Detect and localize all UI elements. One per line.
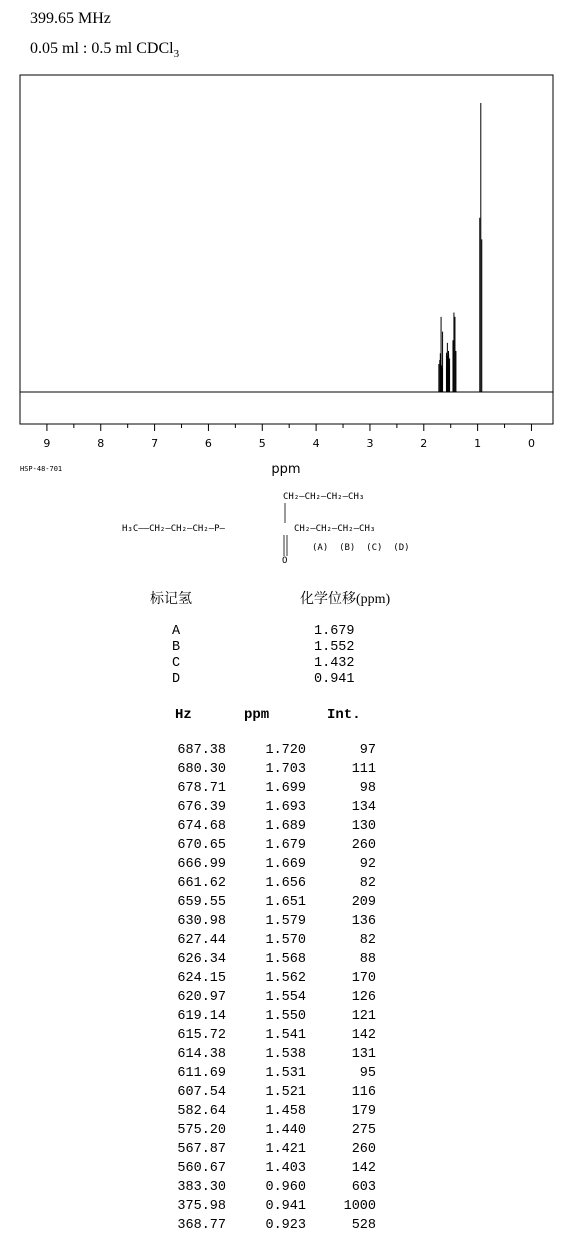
structure-bonds	[0, 0, 570, 580]
x-tick-label: 9	[43, 437, 51, 450]
spectrometer-frequency: 399.65 MHz	[30, 10, 111, 27]
peak-hz: 582.64	[177, 1104, 226, 1119]
peak-hz: 611.69	[177, 1066, 226, 1081]
shift-row-label: A	[172, 624, 181, 639]
peak-row	[0, 1123, 570, 1142]
shift-row-value: 1.679	[314, 624, 355, 639]
peak-row	[0, 1218, 570, 1237]
peak-row	[0, 1028, 570, 1047]
peak-int: 179	[351, 1104, 376, 1119]
peak-ppm: 1.693	[265, 800, 306, 815]
peak-ppm: 1.440	[265, 1123, 306, 1138]
peak-int: 142	[351, 1028, 376, 1043]
peak-row	[0, 743, 570, 762]
peak-hz: 659.55	[177, 895, 226, 910]
peak-row	[0, 933, 570, 952]
peak-int: 92	[359, 857, 376, 872]
peak-hz: 567.87	[177, 1142, 226, 1157]
peak-row	[0, 876, 570, 895]
peak-hz: 607.54	[177, 1085, 226, 1100]
peak-hz: 661.62	[177, 876, 226, 891]
peak-int: 209	[351, 895, 376, 910]
peak-row	[0, 1104, 570, 1123]
peak-row	[0, 762, 570, 781]
shift-row-value: 1.432	[314, 656, 355, 671]
solvent-text: 0.05 ml : 0.5 ml CDCl	[30, 40, 174, 57]
peak-hz: 383.30	[177, 1180, 226, 1195]
peak-hz: 620.97	[177, 990, 226, 1005]
peak-row	[0, 1047, 570, 1066]
x-tick-label: 7	[151, 437, 159, 450]
peak-hz: 670.65	[177, 838, 226, 853]
peak-row	[0, 914, 570, 933]
peak-int: 126	[351, 990, 376, 1005]
peak-ppm: 1.720	[265, 743, 306, 758]
peak-int: 260	[351, 1142, 376, 1157]
header-hz: Hz	[175, 707, 192, 723]
peak-int: 130	[351, 819, 376, 834]
peak-hz: 627.44	[177, 933, 226, 948]
shift-header: 化学位移(ppm)	[300, 592, 391, 607]
peak-table-header	[0, 707, 570, 725]
peak-int: 97	[359, 743, 376, 758]
shift-row-label: D	[172, 672, 181, 687]
x-tick-label: 0	[527, 437, 535, 450]
catalog-code: HSP-48-701	[20, 465, 63, 473]
peak-int: 136	[351, 914, 376, 929]
peak-int: 82	[359, 933, 376, 948]
peak-row	[0, 1180, 570, 1199]
peak-hz: 375.98	[177, 1199, 226, 1214]
peak-ppm: 1.679	[265, 838, 306, 853]
structure-main-left: H₃C——CH₂—CH₂—CH₂—P—	[122, 524, 225, 534]
structure-oxygen: O	[282, 556, 288, 566]
shift-row	[0, 640, 570, 655]
peak-int: 82	[359, 876, 376, 891]
peak-ppm: 1.562	[265, 971, 306, 986]
peak-int: 95	[359, 1066, 376, 1081]
peak-ppm: 1.538	[265, 1047, 306, 1062]
peak-int: 1000	[343, 1199, 376, 1214]
peak-ppm: 1.656	[265, 876, 306, 891]
header-int: Int.	[327, 707, 361, 723]
peak-ppm: 0.923	[265, 1218, 306, 1233]
label-header: 标记氢	[150, 592, 192, 607]
peak-hz: 619.14	[177, 1009, 226, 1024]
peak-row	[0, 1085, 570, 1104]
peak-ppm: 1.521	[265, 1085, 306, 1100]
peak-ppm: 1.550	[265, 1009, 306, 1024]
peak-hz: 674.68	[177, 819, 226, 834]
peak-hz: 666.99	[177, 857, 226, 872]
shift-row	[0, 656, 570, 671]
peak-ppm: 1.669	[265, 857, 306, 872]
peak-ppm: 1.541	[265, 1028, 306, 1043]
peak-hz: 676.39	[177, 800, 226, 815]
peak-hz: 630.98	[177, 914, 226, 929]
peak-ppm: 0.960	[265, 1180, 306, 1195]
peak-row	[0, 1066, 570, 1085]
peak-int: 88	[359, 952, 376, 967]
peak-int: 603	[351, 1180, 376, 1195]
peak-hz: 614.38	[177, 1047, 226, 1062]
peak-int: 134	[351, 800, 376, 815]
peak-ppm: 1.699	[265, 781, 306, 796]
shift-row-value: 1.552	[314, 640, 355, 655]
peak-row	[0, 838, 570, 857]
structure-labels: (A) (B) (C) (D)	[312, 543, 410, 553]
peak-int: 131	[351, 1047, 376, 1062]
shift-row-value: 0.941	[314, 672, 355, 687]
header-ppm: ppm	[244, 707, 270, 723]
x-tick-label: 5	[258, 437, 266, 450]
shift-row-label: C	[172, 656, 181, 671]
x-tick-label: 6	[204, 437, 212, 450]
structure-top-chain: CH₂—CH₂—CH₂—CH₃	[283, 492, 365, 502]
peak-int: 275	[351, 1123, 376, 1138]
structure-main-right: CH₂—CH₂—CH₂—CH₃	[294, 524, 376, 534]
peak-hz: 678.71	[177, 781, 226, 796]
peak-hz: 626.34	[177, 952, 226, 967]
x-tick-label: 8	[97, 437, 105, 450]
peak-row	[0, 1009, 570, 1028]
peak-ppm: 1.651	[265, 895, 306, 910]
peak-int: 116	[351, 1085, 376, 1100]
peak-row	[0, 895, 570, 914]
peak-row	[0, 819, 570, 838]
peak-row	[0, 971, 570, 990]
peak-row	[0, 781, 570, 800]
peak-hz: 575.20	[177, 1123, 226, 1138]
peak-hz: 560.67	[177, 1161, 226, 1176]
shift-row	[0, 672, 570, 687]
peak-ppm: 1.421	[265, 1142, 306, 1157]
peak-ppm: 0.941	[265, 1199, 306, 1214]
peak-row	[0, 857, 570, 876]
peak-ppm: 1.403	[265, 1161, 306, 1176]
shift-row-label: B	[172, 640, 181, 655]
peak-row	[0, 1142, 570, 1161]
peak-ppm: 1.531	[265, 1066, 306, 1081]
x-axis-label: ppm	[271, 462, 301, 477]
peak-hz: 687.38	[177, 743, 226, 758]
peak-hz: 680.30	[177, 762, 226, 777]
peak-ppm: 1.568	[265, 952, 306, 967]
peak-int: 98	[359, 781, 376, 796]
x-tick-label: 4	[312, 437, 320, 450]
x-tick-label: 1	[474, 437, 482, 450]
peak-row	[0, 990, 570, 1009]
peak-ppm: 1.579	[265, 914, 306, 929]
x-tick-label: 2	[420, 437, 428, 450]
peak-row	[0, 800, 570, 819]
solvent-subscript: 3	[173, 48, 180, 61]
shift-row	[0, 624, 570, 639]
peak-int: 260	[351, 838, 376, 853]
peak-int: 528	[351, 1218, 376, 1233]
peak-hz: 368.77	[177, 1218, 226, 1233]
peak-hz: 615.72	[177, 1028, 226, 1043]
peak-row	[0, 952, 570, 971]
peak-row	[0, 1161, 570, 1180]
peak-int: 142	[351, 1161, 376, 1176]
x-tick-label: 3	[366, 437, 374, 450]
peak-ppm: 1.570	[265, 933, 306, 948]
peak-ppm: 1.689	[265, 819, 306, 834]
peak-int: 111	[351, 762, 376, 777]
peak-ppm: 1.554	[265, 990, 306, 1005]
peak-ppm: 1.703	[265, 762, 306, 777]
peak-row	[0, 1199, 570, 1218]
peak-hz: 624.15	[177, 971, 226, 986]
peak-ppm: 1.458	[265, 1104, 306, 1119]
peak-int: 170	[351, 971, 376, 986]
peak-int: 121	[351, 1009, 376, 1024]
